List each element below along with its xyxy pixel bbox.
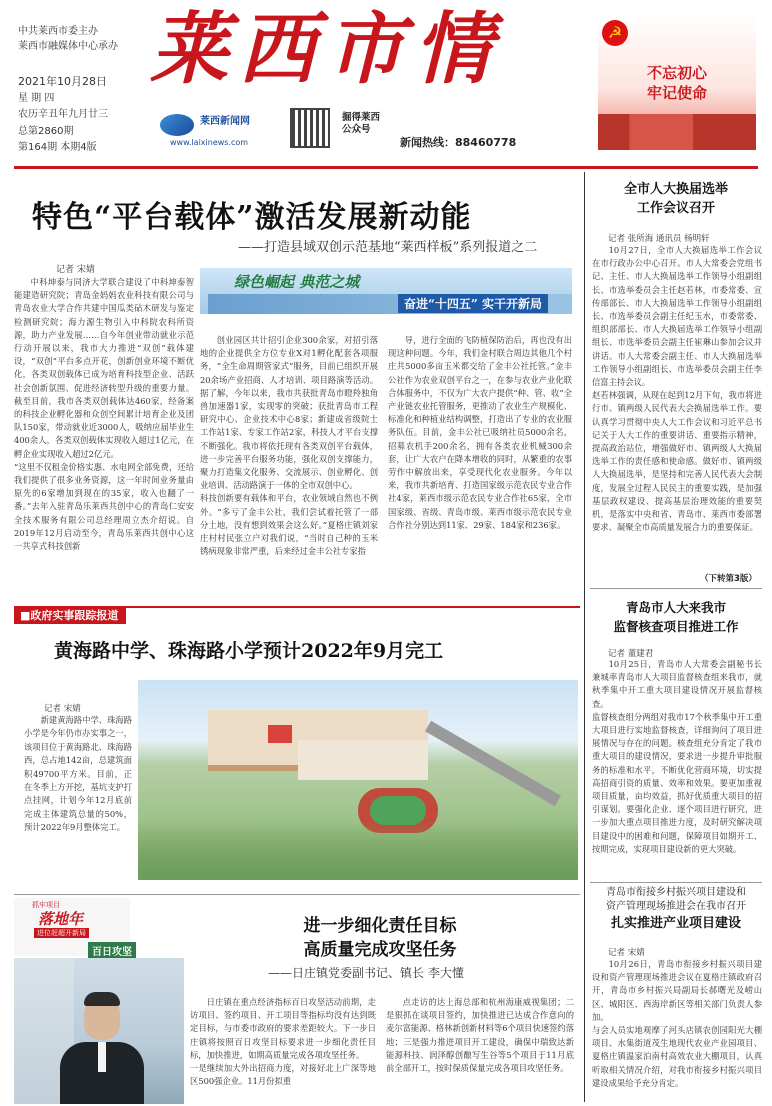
newspaper-title: 莱西市情 bbox=[150, 4, 503, 95]
sidebar2-headline-line1: 青岛市人大来我市 bbox=[625, 600, 726, 615]
lead-column-1: 中科坤泰与同济大学联合建设了中科坤泰智能建造研究院；青岛金妈妈农业科技有限公司与青岛农业大学合作共建中国瓜类砧木研发与鉴定检测研究院；海力源生物引入中科院农科所资源，助力产业发展……自今年创业带动就业示范行动开展以来，我市大力推进“双创”载体建设，“双创”平台多点开花，创新创业环境不断优化，各类双创载体已成为培育科技型企业、活跃社会创新氛围、促进经济转型升级的重要力量。截至目前，我市各类双创载体达460家，经备案的科技企业孵化器和众创空间累计培育企业及团队150家，带动就业近3000人，吸纳应届毕业生400余人，各类双创载体实现收入超过1亿元，在孵企业实现收入超过2亿元。 “这里不仅租金价格实惠、水电网全部免费，还给我们提供了很多业务资源，这一年时间业务量由原先的6家增加到现在的35家，收入也翻了一番。”去年入驻青岛乐莱西共创中心的青岛仁安安全技术服务有限公司总经理周立杰介绍说。自2019年12月启动至今，青岛乐莱西共创中心这一共享式科技创新 bbox=[14, 277, 194, 552]
section-square-icon: ■ bbox=[20, 609, 31, 622]
sidebar1-byline: 记者 张所海 通讯员 杨明轩 bbox=[608, 234, 710, 244]
issue-number: 第164期 本期4版 bbox=[18, 142, 97, 153]
lead-column-2: 创业园区共计招引企业300余家，对招引落地的企业提供全方位专业X对1孵化配套各项服务，“全生命周期管家式”服务，目前已组织开展20余场产业招商、人才培训、项目路演等活动。据了解，今年以来，我市共获批青岛市瞪羚独角兽加速器1家，实现零的突破；获批青岛市工程研究中心、企业技术中心8家；新建成省级院士工作站1家、专家工作站2家，科技人才平台支撑不断强化。我市将依托现有各类双创平台载体，进一步完善平台服务功能，强化双创支撑能力，聚力打造集文化服务、交流展示、创业孵化、创业培训、活动路演于一体的全市双创中心。 科技创新要有载体和平台，农业领域自然也不例外。“多亏了金丰公社，我们尝试着托管了一部分土地，没有想到效果会这么好。”夏格庄镇刘家庄村村民张立户对我们说，“当时自己种的玉米锈病现象非常严重，后来经过金丰公社专家指 bbox=[200, 335, 378, 557]
campaign-banner bbox=[200, 268, 572, 314]
issue-date: 2021年10月28日 bbox=[18, 75, 107, 88]
lead-column-3: 导，进行全面的飞防植保防治后，再也没有出现这种问题。今年，我们金村联合周边其他几个村庄共5000多亩玉米都交给了金丰公社托管。”金丰公社作为农业双创平台之一，在参与农业产业化联合体服务中，不仅为广大农户提供“种、管、收”全产业链农业托管服务，更推动了农业生产规模化、标准化和种植业结构调整，打造出了专业的农业服务队伍。目前，金丰公社已吸纳社员5000余名，招募农机手200余名，拥有各类农业机械300余套，让广大农户在降本增收的同时，从繁重的农事劳作中解放出来，享受现代化农业服务。今年以来，我市共新培育、打造国家级示范农民专业合作社4家，莱西市级示范农民专业合作社65家，全市国家级、省级、青岛市级、莱西市级示范农民专业合作社分别达到11家、29家、184家和236家。 bbox=[388, 335, 572, 530]
sidebar2-body: 10月25日，青岛市人大常委会副秘书长兼城率青岛市人大项目监督核查组来我市，就秋季集中开工重大项目建设情况开展监督核查。 监督核查组分两组对我市17个秋季集中开工重大项目进行实地监督核查，详细询问了项目进展情况与存在的问题。核查组充分肯定了我市重大项目的建设情况，要求进一步提升审批服务的标准和水平，不断优化营商环境，切实提高招商引资的质量、效率和效果。要更加重视项目质量，亩均效益，抓好优质重大项目的招引谋划。要强化企业、逐个项目进行研究，进一步加大重点项目推进力度，及时研究解决项目建设中的困难和问题，保障项目如期开工、按期完成，实现项目建设新的更大突破。 bbox=[592, 659, 762, 854]
sidebar1-body: 10月27日，全市人大换届选举工作会议在市行政办公中心召开。市人大常委会党组书记、主任、市人大换届选举工作领导小组副组长、市选举委员会主任赵若林，市委常委、宣传部部长、市人大换届选举工作领导小组副组长、市选举委员会副主任纪玉水，市委常委、组织部部长、市人大换届选举工作领导小组副组长、市选举委员会副主任崔琳山参加会议并讲话。市人大常委会副主任、市人大换届选举工作领导小组副组长、市选举委员会副主任李信富主持会议。 赵若林强调，从现在起到12月下旬，我市将进行市、镇两级人民代表大会换届选举工作。要认真学习贯彻中央人大工作会议和习近平总书记关于人大工作的重要讲话、重要指示精神，提高政治站位，增强做好市、镇两级人大换届选举工作的责任感和使命感。做好市、镇两级人大换届选举，是坚持和完善人民代表大会制度，发展全过程人民民主的重要实践，是加强基层政权建设、提高基层治理效能的重要契机，是落实中央和省、青岛市、莱西市委部署要求、凝聚全市高质量发展合力的重要保证。 bbox=[592, 245, 762, 533]
school-byline: 记者 宋婧 bbox=[44, 704, 81, 714]
lead-subheadline: ——打造县域双创示范基地“莱西样板”系列报道之二 bbox=[238, 240, 538, 255]
issue-total: 总第2860期 bbox=[18, 125, 74, 137]
bottom-subheadline: ——日庄镇党委副书记、镇长 李大懂 bbox=[268, 966, 464, 980]
banner-title: 绿色崛起 典范之城 bbox=[234, 273, 360, 291]
qr-caption: 掘得莱西 公众号 bbox=[342, 112, 381, 135]
publisher: 莱西市融媒体中心承办 bbox=[18, 41, 118, 52]
banner-slogan: 奋进“十四五” 实干开新局 bbox=[398, 294, 548, 313]
sidebar3-byline: 记者 宋婧 bbox=[608, 948, 645, 958]
tag-line3: 进位赶超开新局 bbox=[34, 928, 89, 938]
school-headline: 黄海路中学、珠海路小学预计2022年9月完工 bbox=[54, 640, 444, 662]
tag-line2: 落地年 bbox=[38, 910, 84, 928]
sidebar1-headline-line1: 全市人大换届选举 bbox=[623, 182, 728, 197]
official-portrait-photo bbox=[14, 958, 184, 1104]
bottom-headline-line2: 高质量完成攻坚任务 bbox=[303, 940, 457, 960]
lunar-date: 农历辛丑年九月廿三 bbox=[18, 109, 108, 120]
weekday: 星 期 四 bbox=[18, 92, 55, 104]
sidebar3-headline-line2: 资产管理现场推进会在我市召开 bbox=[606, 901, 746, 912]
building-silhouette bbox=[598, 114, 756, 150]
qr-code[interactable] bbox=[290, 108, 330, 148]
hotline-number: 88460778 bbox=[455, 136, 517, 149]
slogan-line2: 牢记使命 bbox=[646, 84, 707, 102]
sidebar2-byline: 记者 董建君 bbox=[608, 649, 654, 659]
sponsor: 中共莱西市委主办 bbox=[18, 26, 98, 37]
bottom-column-1: 日庄镇在重点经济指标百日攻坚活动前期，走访项目、签约项目、开工项目等指标均没有达到既定目标，与市委市政府的要求差距较大。下一步日庄镇将按照百日攻坚目标要求进一步细化责任目标，加快推进，如期高质量完成各项攻坚任务。 一是继续加大外出招商力度，对接好北上广深等地区500强企业。11月份拟重 bbox=[190, 997, 376, 1087]
site-name: 莱西新闻网 bbox=[200, 116, 250, 127]
slogan-line1: 不忘初心 bbox=[646, 64, 707, 82]
site-url[interactable]: www.laixinews.com bbox=[170, 138, 249, 147]
sidebar1-jump: （下转第3版） bbox=[700, 574, 757, 584]
globe-icon bbox=[160, 114, 194, 136]
sidebar3-headline-line1: 青岛市衔接乡村振兴项目建设和 bbox=[606, 887, 746, 898]
sidebar3-body: 10月26日，青岛市衔接乡村振兴项目建设和资产管理现场推进会议在夏格庄镇政府召开，青岛市乡村振兴局副局长郝曙光及崂山区、城阳区、西海岸新区等相关部门负责人参加。 与会人员实地观摩了河头店镇农创园阳光大棚项目、水集街道茂生地现代农业产业园项目、夏格庄镇温家泊南村高效农业大棚项目，认真听取相关情况介绍，对我市衔接乡村振兴项目建设成果给予充分肯定。 bbox=[592, 959, 762, 1088]
section-bar: ■政府实事跟踪报道 bbox=[14, 608, 126, 624]
school-rendering-image bbox=[138, 680, 578, 880]
bottom-headline-line1: 进一步细化责任目标 bbox=[303, 916, 457, 936]
tag-section: 百日攻坚 bbox=[88, 942, 136, 959]
sidebar3-headline-main: 扎实推进产业项目建设 bbox=[610, 916, 741, 931]
sidebar2-headline-line2: 监督核查项目推进工作 bbox=[613, 619, 739, 634]
sidebar1-headline-line2: 工作会议召开 bbox=[636, 201, 715, 216]
lead-byline: 记者 宋婧 bbox=[56, 265, 95, 275]
tag-line1: 抓牢项目 bbox=[32, 901, 60, 909]
hotline-label: 新闻热线： bbox=[400, 136, 455, 149]
party-emblem-icon: ☭ bbox=[602, 20, 628, 46]
school-body: 新建黄海路中学、珠海路小学是今年仍市办实事之一，该项目位于黄海路北、珠海路西，总占地142亩，总建筑面积49700平方米。目前，正在冬季上方开挖，基坑支护打点挂网，计划今年12月底前完成主体建筑总量的50%，预计2022年9月整体完工。 bbox=[24, 715, 132, 833]
bottom-column-2: 点走访的达上海总部和杭州海康威视集团；二是狠抓在谈项目签约，加快推进已达成合作意向的麦尔富能源、格林新创新材料等6个项目快速签约落地；三是强力推进项目开工建设，确保中瑞致达新能源科技、润泽醇创酿写生谷等5个项目于11月底前全部开工，按时保质保量完成各项目攻坚任务。 bbox=[386, 997, 574, 1074]
lead-headline: 特色“平台载体”激活发展新动能 bbox=[32, 200, 472, 235]
slogan-banner bbox=[598, 14, 756, 150]
